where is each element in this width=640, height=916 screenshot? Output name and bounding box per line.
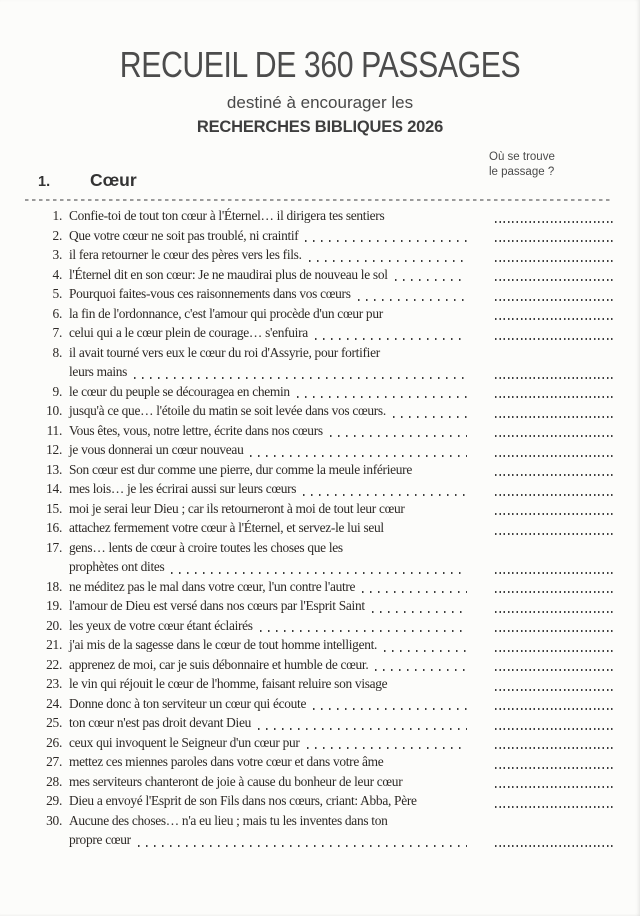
item-number: 15. [46, 500, 62, 516]
item-text: l'amour de Dieu est versé dans nos cœurs par l'Esprit Saint [69, 598, 365, 613]
item-text: prophètes ont dites [69, 559, 165, 574]
item-number: 1. [52, 208, 62, 223]
answer-line [495, 572, 613, 574]
dot-leader [393, 416, 467, 418]
item-number: 19. [46, 598, 62, 613]
item-text: moi je serai leur Dieu ; car ils retourneront à moi de tout leur cœur [69, 500, 405, 516]
dot-leader [171, 572, 467, 574]
list-item [38, 382, 613, 402]
item-text-block [69, 694, 469, 714]
item-line [69, 791, 469, 811]
dot-leader [384, 650, 467, 652]
item-text: celui qui a le cœur plein de courage… s'enfuira [69, 325, 308, 340]
item-line [69, 830, 469, 850]
item-line [69, 616, 469, 636]
item-text-block [69, 440, 469, 460]
list-item [38, 401, 613, 421]
item-text: j'ai mis de la sagesse dans le cœur de tout homme intelligent. [69, 637, 378, 652]
list-item [38, 499, 613, 519]
item-text-block [69, 323, 469, 343]
list-item [38, 265, 613, 285]
item-text-block [69, 811, 469, 850]
item-text: leurs mains [69, 364, 128, 379]
dot-leader [375, 669, 467, 671]
item-number: 10. [46, 403, 62, 418]
answer-line [495, 767, 613, 769]
answer-line [495, 377, 613, 379]
item-text: propre cœur [69, 832, 131, 847]
item-number: 12. [46, 442, 62, 457]
item-number: 14. [46, 481, 62, 496]
item-text: mes serviteurs chanteront de joie à cause du bonheur de leur cœur [69, 773, 403, 789]
answer-line [495, 318, 613, 320]
list-item [38, 206, 613, 226]
item-text: gens… lents de cœur à croire toutes les choses que les [69, 539, 343, 555]
list-item [38, 596, 613, 616]
item-line [69, 635, 469, 655]
item-text-block [69, 284, 469, 304]
answer-line [495, 689, 613, 691]
list-item [38, 635, 613, 655]
answer-line [495, 728, 613, 730]
item-line [69, 440, 469, 460]
item-text: les yeux de votre cœur étant éclairés [69, 617, 253, 633]
item-text-block [69, 674, 469, 694]
item-number: 13. [46, 461, 62, 477]
item-text: Dieu a envoyé l'Esprit de son Fils dans nos cœurs, criant: Abba, Père [69, 793, 417, 808]
item-line [69, 557, 469, 577]
dot-leader [258, 728, 467, 730]
item-line [69, 421, 469, 441]
dot-leader [297, 396, 467, 398]
item-line [69, 401, 469, 421]
item-line [69, 713, 469, 733]
list-item [38, 752, 613, 772]
item-number: 23. [46, 676, 62, 691]
item-line [69, 479, 469, 499]
item-text: Vous êtes, vous, notre lettre, écrite dans nos cœurs [69, 422, 323, 438]
item-number: 21. [46, 637, 62, 652]
item-text: il fera retourner le cœur des pères vers les fils. [69, 247, 302, 262]
item-text-block [69, 226, 469, 246]
item-number: 28. [46, 773, 62, 789]
item-number: 3. [52, 247, 62, 262]
item-number: 24. [46, 695, 62, 711]
item-text-block [69, 421, 469, 441]
item-line [69, 655, 469, 675]
item-number: 8. [52, 344, 62, 360]
item-line [69, 265, 469, 285]
item-text: Confie-toi de tout ton cœur à l'Éternel… il dirigera tes sentiers [69, 208, 385, 223]
item-text-block [69, 596, 469, 616]
dot-leader [358, 299, 467, 301]
item-line [69, 206, 469, 226]
list-item [38, 674, 613, 694]
item-number: 2. [52, 227, 62, 243]
answer-line [495, 396, 613, 398]
item-number: 27. [46, 754, 62, 769]
item-number: 4. [52, 266, 62, 282]
list-item [38, 655, 613, 675]
item-line [69, 596, 469, 616]
page-title: RECUEIL DE 360 PASSAGES [119, 44, 521, 85]
list-item [38, 733, 613, 753]
item-text: le vin qui réjouit le cœur de l'homme, faisant reluire son visage [69, 676, 388, 691]
item-text-block [69, 772, 469, 792]
dot-leader [372, 611, 467, 613]
page-header [0, 0, 640, 137]
item-text-block [69, 655, 469, 675]
item-text-block [69, 791, 469, 811]
dot-leader [134, 377, 467, 379]
section-heading [38, 170, 137, 191]
item-line [69, 382, 469, 402]
item-text-block [69, 304, 469, 324]
item-number: 20. [46, 617, 62, 633]
item-text: la fin de l'ordonnance, c'est l'amour qui procède d'un cœur pur [69, 305, 383, 321]
list-item [38, 284, 613, 304]
answer-line [495, 786, 613, 788]
dot-leader [307, 747, 467, 749]
item-number: 22. [46, 656, 62, 672]
answer-line [495, 260, 613, 262]
item-number: 29. [46, 793, 62, 808]
item-line [69, 323, 469, 343]
list-item [38, 616, 613, 636]
list-item [38, 343, 613, 382]
answer-line [495, 747, 613, 749]
answer-line [495, 806, 613, 808]
item-number: 9. [52, 383, 62, 399]
item-line [69, 518, 469, 538]
item-line [69, 752, 469, 772]
list-item [38, 440, 613, 460]
item-text-block [69, 206, 469, 226]
item-text: Donne donc à ton serviteur un cœur qui écoute [69, 695, 307, 711]
item-text: ton cœur n'est pas droit devant Dieu [69, 715, 252, 730]
item-text: apprenez de moi, car je suis débonnaire et humble de cœur. [69, 656, 369, 672]
item-line [69, 733, 469, 753]
answer-line [495, 708, 613, 710]
item-text-block [69, 752, 469, 772]
item-text: jusqu'à ce que… l'étoile du matin se soit levée dans vos cœurs. [69, 403, 386, 418]
dot-leader [395, 279, 467, 281]
item-line [69, 538, 469, 558]
list-item [38, 421, 613, 441]
item-text-block [69, 733, 469, 753]
item-text-block [69, 518, 469, 538]
page-subtitle: destiné à encourager les [226, 93, 414, 112]
list-item [38, 479, 613, 499]
answer-column-header-line2: le passage ? [489, 165, 555, 178]
answer-line [495, 845, 613, 847]
item-text-block [69, 577, 469, 597]
item-number: 25. [46, 715, 62, 730]
dot-leader [315, 338, 467, 340]
answer-line [495, 669, 613, 671]
dot-leader [309, 260, 467, 262]
item-text-block [69, 499, 469, 519]
item-number: 30. [46, 812, 62, 828]
dot-leader [305, 240, 467, 242]
answer-column-header [489, 150, 555, 179]
answer-line [495, 591, 613, 593]
item-text: ceux qui invoquent le Seigneur d'un cœur pur [69, 734, 300, 750]
item-text: Son cœur est dur comme une pierre, dur comme la meule inférieure [69, 461, 412, 477]
list-item [38, 811, 613, 850]
item-text-block [69, 713, 469, 733]
answer-line [495, 611, 613, 613]
item-text-block [69, 616, 469, 636]
item-text: je vous donnerai un cœur nouveau [69, 442, 244, 457]
answer-line [495, 513, 613, 515]
answer-line [495, 279, 613, 281]
list-item [38, 538, 613, 577]
item-number: 16. [46, 520, 62, 535]
item-text: l'Éternel dit en son cœur: Je ne maudirai plus de nouveau le sol [69, 266, 388, 282]
list-item [38, 694, 613, 714]
item-number: 18. [46, 578, 62, 594]
list-item [38, 791, 613, 811]
passage-list [38, 206, 613, 850]
item-line [69, 577, 469, 597]
answer-line [495, 240, 613, 242]
list-item [38, 323, 613, 343]
item-line [69, 811, 469, 831]
item-text: Que votre cœur ne soit pas troublé, ni craintif [69, 227, 299, 243]
item-text: ne méditez pas le mal dans votre cœur, l'un contre l'autre [69, 578, 356, 594]
item-text: attachez fermement votre cœur à l'Éternel, et servez-le lui seul [69, 520, 384, 535]
item-text: le cœur du peuple se découragea en chemin [69, 383, 290, 399]
item-line [69, 772, 469, 792]
answer-line [495, 416, 613, 418]
item-text: Aucune des choses… n'a eu lieu ; mais tu les inventes dans ton [69, 812, 388, 828]
item-line [69, 460, 469, 480]
answer-column-header-line1: Où se trouve [489, 151, 555, 163]
answer-line [495, 630, 613, 632]
dot-leader [260, 630, 467, 632]
item-line [69, 304, 469, 324]
list-item [38, 304, 613, 324]
item-line [69, 694, 469, 714]
item-text: il avait tourné vers eux le cœur du roi d'Assyrie, pour fortifier [69, 344, 380, 360]
item-text-block [69, 460, 469, 480]
answer-line [495, 338, 613, 340]
list-item [38, 460, 613, 480]
list-item [38, 772, 613, 792]
item-number: 6. [52, 305, 62, 321]
dot-leader [330, 435, 467, 437]
answer-line [495, 435, 613, 437]
item-line [69, 245, 469, 265]
item-text: mettez ces miennes paroles dans votre cœur et dans votre âme [69, 754, 384, 769]
dot-leader [303, 494, 467, 496]
list-item [38, 577, 613, 597]
answer-line [495, 474, 613, 476]
item-text: Pourquoi faites-vous ces raisonnements dans vos cœurs [69, 286, 351, 301]
item-number: 11. [46, 422, 62, 438]
list-item [38, 245, 613, 265]
dot-leader [138, 845, 467, 847]
item-text-block [69, 245, 469, 265]
answer-line [495, 299, 613, 301]
section-number: 1. [38, 174, 51, 190]
answer-line [495, 650, 613, 652]
item-number: 17. [46, 539, 62, 555]
item-line [69, 226, 469, 246]
item-line [69, 284, 469, 304]
item-text-block [69, 343, 469, 382]
item-line [69, 674, 469, 694]
item-text-block [69, 635, 469, 655]
item-text-block [69, 401, 469, 421]
section-title: Cœur [90, 170, 137, 190]
item-text: mes lois… je les écrirai aussi sur leurs cœurs [69, 481, 297, 496]
answer-line [495, 455, 613, 457]
list-item [38, 518, 613, 538]
item-line [69, 343, 469, 363]
item-text-block [69, 265, 469, 285]
item-text-block [69, 538, 469, 577]
dot-leader [362, 591, 467, 593]
answer-line [495, 533, 613, 535]
series-title: RECHERCHES BIBLIQUES 2026 [196, 118, 444, 136]
item-text-block [69, 382, 469, 402]
answer-line [495, 221, 613, 223]
item-number: 5. [52, 286, 62, 301]
list-item [38, 713, 613, 733]
list-item [38, 226, 613, 246]
item-number: 26. [46, 734, 62, 750]
item-line [69, 499, 469, 519]
dashed-divider [25, 199, 613, 201]
dot-leader [313, 708, 467, 710]
item-number: 7. [52, 325, 62, 340]
item-line [69, 362, 469, 382]
item-text-block [69, 479, 469, 499]
dot-leader [250, 455, 467, 457]
answer-line [495, 494, 613, 496]
